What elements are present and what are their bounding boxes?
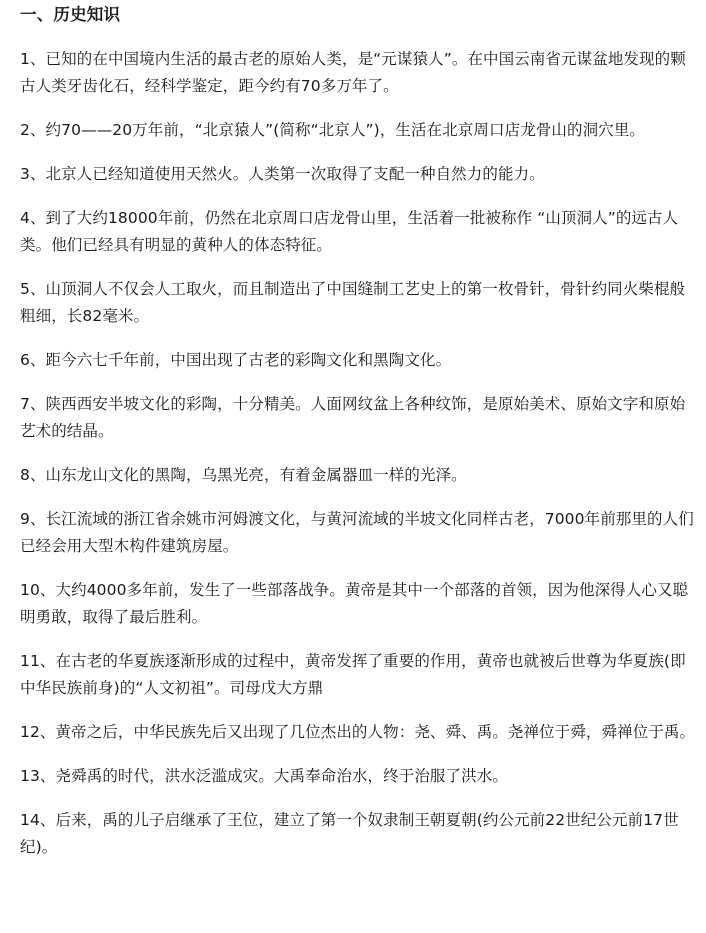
fact-item-13: 13、尧舜禹的时代，洪水泛滥成灾。大禹奉命治水，终于治服了洪水。 [20,767,508,785]
fact-item-14: 14、后来，禹的儿子启继承了王位，建立了第一个奴隶制王朝夏朝(约公元前22世纪公元前17世纪)。 [20,811,679,856]
fact-item-6: 6、距今六七千年前，中国出现了古老的彩陶文化和黑陶文化。 [20,351,452,369]
fact-item-1: 1、已知的在中国境内生活的最古老的原始人类，是“元谋猿人”。在中国云南省元谋盆地发现的颗古人类牙齿化石，经科学鉴定，距今约有70多万年了。 [20,50,686,95]
fact-item-9: 9、长江流域的浙江省余姚市河姆渡文化，与黄河流域的半坡文化同样古老，7000年前那里的人们已经会用大型木构件建筑房屋。 [20,510,694,555]
fact-item-7: 7、陕西西安半坡文化的彩陶，十分精美。人面网纹盆上各种纹饰，是原始美术、原始文字和原始艺术的结晶。 [20,395,686,440]
fact-list [20,46,696,861]
fact-item-11: 11、在古老的华夏族逐渐形成的过程中，黄帝发挥了重要的作用，黄帝也就被后世尊为华夏族(即中华民族前身)的“人文初祖”。司母戊大方鼎 [20,652,686,697]
fact-item-3: 3、北京人已经知道使用天然火。人类第一次取得了支配一种自然力的能力。 [20,165,545,183]
fact-item-4: 4、到了大约18000年前，仍然在北京周口店龙骨山里，生活着一批被称作 “山顶洞人”的远古人类。他们已经具有明显的黄种人的体态特征。 [20,209,679,254]
fact-item-12: 12、黄帝之后，中华民族先后又出现了几位杰出的人物：尧、舜、禹。尧禅位于舜，舜禅位于禹。 [20,723,696,741]
fact-item-5: 5、山顶洞人不仅会人工取火，而且制造出了中国缝制工艺史上的第一枚骨针，骨针约同火柴棍般粗细，长82毫米。 [20,280,686,325]
fact-item-10: 10、大约4000多年前，发生了一些部落战争。黄帝是其中一个部落的首领，因为他深得人心又聪明勇敢，取得了最后胜利。 [20,581,689,626]
fact-item-2: 2、约70——20万年前，“北京猿人”(简称“北京人”)，生活在北京周口店龙骨山的洞穴里。 [20,121,646,139]
fact-item-8: 8、山东龙山文化的黑陶，乌黑光亮，有着金属器皿一样的光泽。 [20,466,467,484]
section-heading: 一、历史知识 [20,5,121,24]
